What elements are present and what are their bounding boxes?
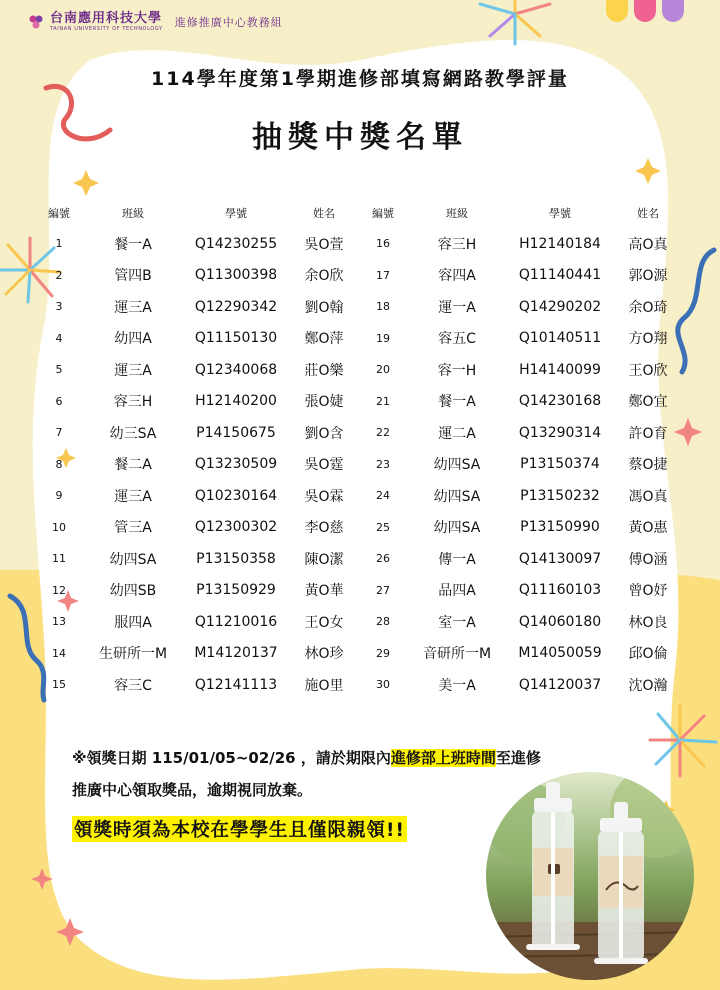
cell-class: 幼四A bbox=[114, 331, 152, 348]
cell-student-id: P13150358 bbox=[196, 550, 276, 567]
cell-class: 生研所一M bbox=[98, 646, 168, 663]
cell-number: 17 bbox=[376, 268, 390, 282]
cell-student-id: Q13290314 bbox=[518, 424, 602, 441]
cell-name: 黃O惠 bbox=[628, 520, 668, 537]
cell-number: 29 bbox=[376, 646, 390, 660]
cell-number: 30 bbox=[376, 678, 390, 692]
cell-class: 管三A bbox=[114, 520, 152, 537]
cell-number: 26 bbox=[376, 552, 390, 566]
notice-text bbox=[72, 742, 542, 806]
cell-student-id: Q12290342 bbox=[194, 298, 278, 315]
school-name-en: TAINAN UNIVERSITY OF TECHNOLOGY bbox=[50, 26, 163, 32]
table-header-row bbox=[40, 198, 688, 228]
cell-class: 運三A bbox=[114, 488, 152, 505]
cell-name: 吳O霖 bbox=[304, 488, 344, 505]
table-row bbox=[40, 638, 688, 670]
cell-student-id: Q14120037 bbox=[518, 676, 602, 693]
table-row bbox=[40, 260, 688, 292]
table-row bbox=[40, 386, 688, 418]
site-header bbox=[28, 12, 283, 32]
cell-student-id: Q14290202 bbox=[518, 298, 602, 315]
cell-number: 18 bbox=[376, 300, 390, 314]
ribbon-blue-left bbox=[10, 596, 44, 700]
cell-name: 林O珍 bbox=[304, 646, 344, 663]
cell-name: 蔡O捷 bbox=[628, 457, 668, 474]
prize-photo bbox=[486, 772, 694, 980]
cell-class: 運一A bbox=[438, 299, 476, 316]
cell-class: 品四A bbox=[438, 583, 476, 600]
cell-class: 容三H bbox=[437, 236, 477, 253]
cell-name: 張O婕 bbox=[304, 394, 344, 411]
cell-student-id: Q12300302 bbox=[194, 519, 278, 536]
cell-class: 服四A bbox=[114, 614, 152, 631]
table-row bbox=[40, 606, 688, 638]
cell-class: 餐二A bbox=[114, 457, 152, 474]
cell-name: 高O真 bbox=[628, 236, 668, 253]
cell-class: 容四A bbox=[438, 268, 476, 285]
notice-part1: ※領獎日期 115/01/05~02/26 ，請於期限內 bbox=[72, 749, 391, 767]
cell-class: 餐一A bbox=[438, 394, 476, 411]
cell-number: 13 bbox=[52, 615, 66, 629]
table-row bbox=[40, 669, 688, 701]
cell-class: 運三A bbox=[114, 362, 152, 379]
firework-right bbox=[650, 706, 716, 776]
column-header: 學號 bbox=[225, 207, 247, 220]
cell-class: 幼四SA bbox=[433, 488, 481, 505]
cell-name: 莊O樂 bbox=[304, 362, 344, 379]
cell-number: 22 bbox=[376, 426, 390, 440]
cell-class: 幼四SA bbox=[433, 457, 481, 474]
cell-number: 7 bbox=[55, 426, 63, 440]
cell-student-id: H12140200 bbox=[195, 393, 277, 410]
table-row bbox=[40, 323, 688, 355]
winners-table bbox=[40, 198, 688, 701]
cell-number: 15 bbox=[52, 678, 66, 692]
cell-class: 音研所一M bbox=[422, 646, 492, 663]
cell-number: 25 bbox=[376, 520, 390, 534]
cell-class: 餐一A bbox=[114, 236, 152, 253]
cell-student-id: Q11140441 bbox=[518, 267, 602, 284]
cell-student-id: Q11300398 bbox=[194, 267, 278, 284]
cell-number: 20 bbox=[376, 363, 390, 377]
column-header: 班級 bbox=[122, 207, 144, 220]
table-body bbox=[40, 228, 688, 701]
cell-name: 邱O倫 bbox=[628, 646, 668, 663]
color-bars bbox=[606, 0, 684, 22]
school-logo-icon bbox=[28, 14, 44, 30]
cell-name: 施O里 bbox=[304, 677, 344, 694]
cell-class: 幼四SA bbox=[109, 551, 157, 568]
cell-number: 21 bbox=[376, 394, 390, 408]
cell-name: 黃O華 bbox=[304, 583, 344, 600]
cell-class: 室一A bbox=[438, 614, 476, 631]
cell-name: 余O欣 bbox=[304, 268, 344, 285]
cell-student-id: P14150675 bbox=[196, 424, 276, 441]
cell-number: 5 bbox=[55, 363, 63, 377]
table-row bbox=[40, 512, 688, 544]
cell-class: 容一H bbox=[437, 362, 477, 379]
column-header: 學號 bbox=[549, 207, 571, 220]
cell-number: 3 bbox=[55, 300, 63, 314]
cell-student-id: M14120137 bbox=[194, 645, 278, 662]
table-row bbox=[40, 228, 688, 260]
table-row bbox=[40, 291, 688, 323]
cell-class: 運二A bbox=[438, 425, 476, 442]
cell-class: 幼四SA bbox=[433, 520, 481, 537]
table-row bbox=[40, 449, 688, 481]
column-header: 姓名 bbox=[637, 207, 659, 220]
cell-student-id: Q14230168 bbox=[518, 393, 602, 410]
cell-student-id: Q10230164 bbox=[194, 487, 278, 504]
cell-student-id: H14140099 bbox=[519, 361, 601, 378]
cell-student-id: Q14230255 bbox=[194, 235, 278, 252]
cell-number: 14 bbox=[52, 646, 66, 660]
page-subtitle: 114學年度第1學期進修部填寫網路教學評量 bbox=[151, 68, 569, 90]
cell-student-id: Q12141113 bbox=[194, 676, 278, 693]
cell-name: 劉O翰 bbox=[304, 299, 344, 316]
cell-number: 28 bbox=[376, 615, 390, 629]
column-header: 編號 bbox=[48, 207, 70, 220]
warning-text: 領獎時須為本校在學學生且僅限親領!! bbox=[72, 816, 407, 842]
cell-number: 1 bbox=[55, 237, 63, 251]
cell-number: 6 bbox=[55, 394, 63, 408]
firework-top bbox=[480, 0, 550, 44]
column-header: 編號 bbox=[372, 207, 394, 220]
cell-student-id: P13150232 bbox=[520, 487, 600, 504]
cell-number: 4 bbox=[55, 331, 63, 345]
cell-student-id: Q13230509 bbox=[194, 456, 278, 473]
cell-class: 管四B bbox=[114, 268, 152, 285]
cell-name: 劉O含 bbox=[304, 425, 344, 442]
cell-name: 林O良 bbox=[628, 614, 668, 631]
cell-class: 容五C bbox=[438, 331, 476, 348]
school-name-block bbox=[50, 12, 163, 32]
table-row bbox=[40, 575, 688, 607]
cell-class: 容三C bbox=[114, 677, 152, 694]
cell-student-id: P13150990 bbox=[520, 519, 600, 536]
cell-name: 鄭O宜 bbox=[628, 394, 668, 411]
cell-number: 16 bbox=[376, 237, 390, 251]
table-row bbox=[40, 480, 688, 512]
cell-student-id: P13150929 bbox=[196, 582, 276, 599]
cell-name: 方O翔 bbox=[628, 331, 668, 348]
cell-class: 運三A bbox=[114, 299, 152, 316]
cell-number: 11 bbox=[52, 552, 66, 566]
cell-student-id: Q11150130 bbox=[194, 330, 278, 347]
cell-name: 鄭O萍 bbox=[304, 331, 344, 348]
table-row bbox=[40, 417, 688, 449]
cell-number: 10 bbox=[52, 520, 66, 534]
cell-student-id: H12140184 bbox=[519, 235, 601, 252]
cell-student-id: P13150374 bbox=[520, 456, 600, 473]
cell-name: 余O琦 bbox=[628, 299, 668, 316]
cell-number: 9 bbox=[55, 489, 63, 503]
cell-number: 27 bbox=[376, 583, 390, 597]
table-row bbox=[40, 543, 688, 575]
cell-name: 許O育 bbox=[628, 425, 668, 442]
cell-number: 24 bbox=[376, 489, 390, 503]
cell-student-id: Q11210016 bbox=[194, 613, 278, 630]
cell-student-id: Q10140511 bbox=[518, 330, 602, 347]
cell-name: 吳O霆 bbox=[304, 457, 344, 474]
table-row bbox=[40, 354, 688, 386]
column-header: 姓名 bbox=[313, 207, 335, 220]
cell-class: 幼四SB bbox=[109, 583, 157, 600]
cell-class: 美一A bbox=[438, 677, 476, 694]
cell-student-id: Q14130097 bbox=[518, 550, 602, 567]
column-header: 班級 bbox=[446, 207, 468, 220]
cell-number: 19 bbox=[376, 331, 390, 345]
cell-name: 郭O源 bbox=[628, 268, 668, 285]
cell-name: 曾O妤 bbox=[628, 583, 668, 600]
bottle-right bbox=[594, 802, 648, 964]
cell-name: 李O慈 bbox=[304, 520, 344, 537]
cell-number: 8 bbox=[55, 457, 63, 471]
cell-name: 馮O真 bbox=[628, 488, 668, 505]
bottle-left bbox=[526, 782, 580, 950]
department-name: 進修推廣中心教務組 bbox=[174, 16, 283, 29]
cell-name: 王O女 bbox=[304, 614, 344, 631]
notice-highlight: 進修部上班時間 bbox=[390, 749, 496, 767]
cell-class: 容三H bbox=[113, 394, 153, 411]
cell-name: 沈O瀚 bbox=[628, 677, 668, 694]
cell-student-id: Q12340068 bbox=[194, 361, 278, 378]
cell-name: 吳O萱 bbox=[304, 236, 344, 253]
cell-student-id: Q11160103 bbox=[518, 582, 602, 599]
cell-class: 傳一A bbox=[438, 551, 476, 568]
cell-class: 幼三SA bbox=[109, 425, 157, 442]
cell-name: 傅O涵 bbox=[628, 551, 668, 568]
cell-student-id: M14050059 bbox=[518, 645, 602, 662]
notice-part2: 至進修推廣中心領取獎品，逾期視同放棄。 bbox=[72, 749, 541, 799]
cell-name: 陳O潔 bbox=[304, 551, 344, 568]
cell-number: 12 bbox=[52, 583, 66, 597]
school-name: 台南應用科技大學 bbox=[50, 11, 163, 26]
cell-student-id: Q14060180 bbox=[518, 613, 602, 630]
cell-number: 2 bbox=[55, 268, 63, 282]
cell-name: 王O欣 bbox=[628, 362, 668, 379]
page-title: 抽獎中獎名單 bbox=[252, 120, 468, 155]
cell-number: 23 bbox=[376, 457, 390, 471]
